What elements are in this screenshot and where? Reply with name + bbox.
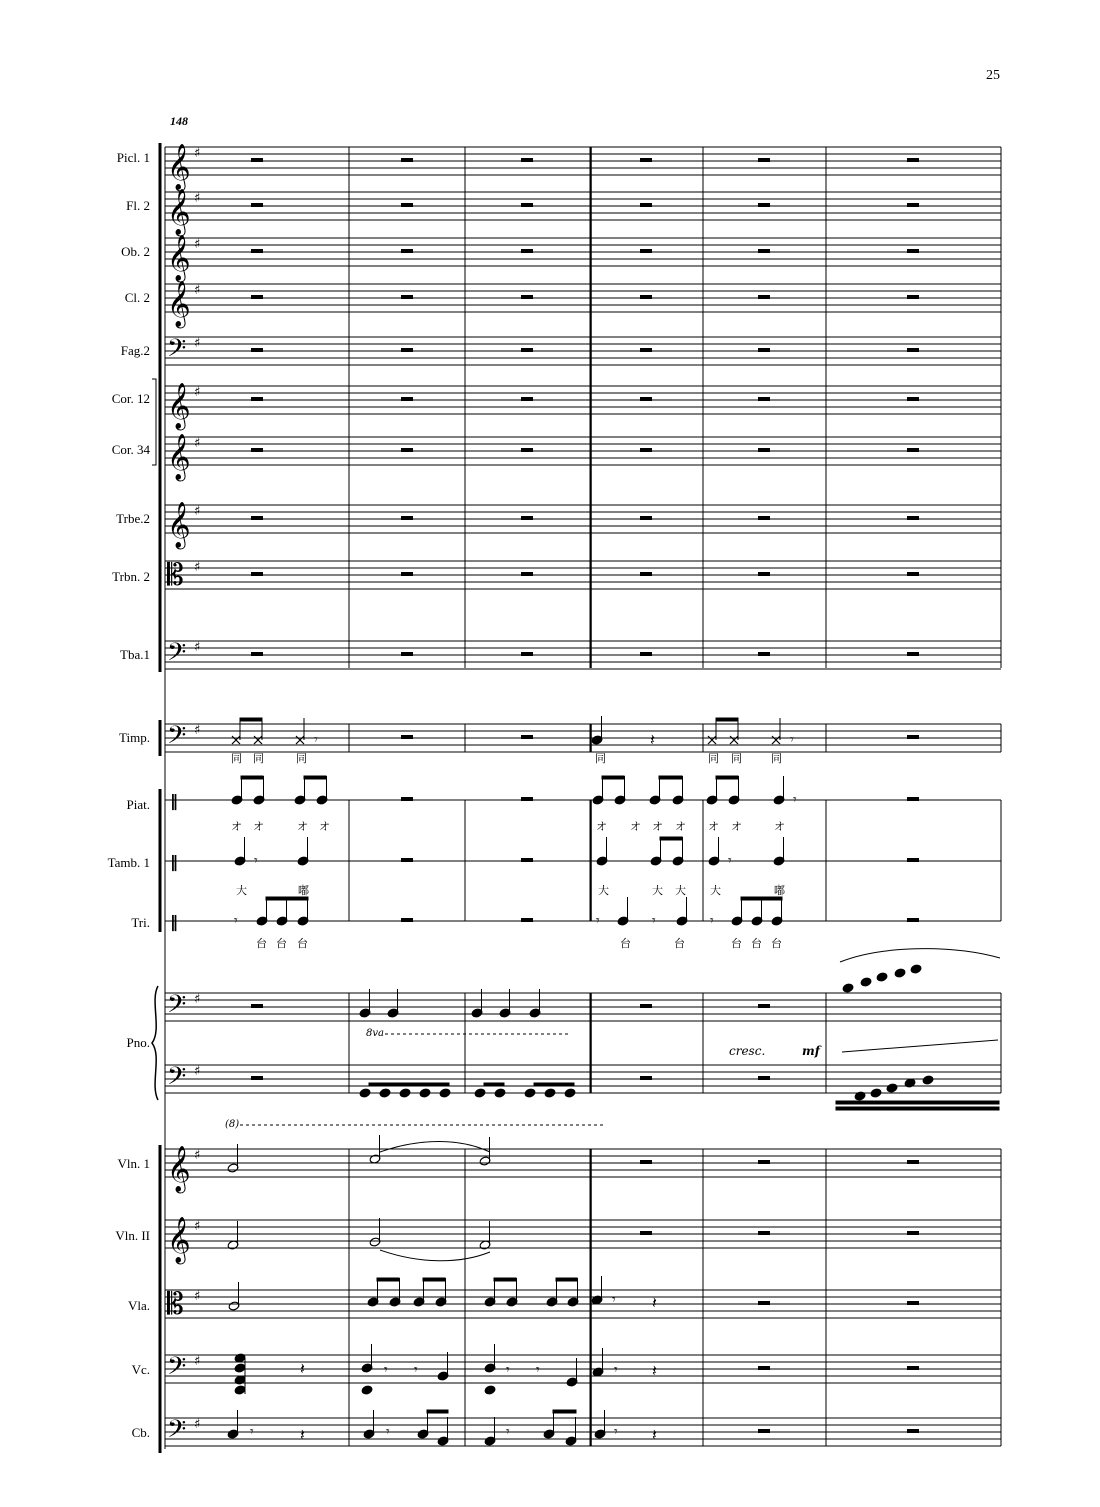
tie xyxy=(380,1250,490,1261)
label-clarinet: Cl. 2 xyxy=(124,290,150,305)
notehead xyxy=(842,983,854,993)
syllable: 台 xyxy=(751,937,762,950)
label-flute: Fl. 2 xyxy=(126,198,150,213)
clef-icon: 𝄞 xyxy=(167,1217,191,1263)
eighth-rest-icon: 𝄾 xyxy=(614,1362,618,1378)
syllable: 同 xyxy=(296,752,307,765)
key-signature-icon: ♯ xyxy=(194,283,201,298)
whole-rest xyxy=(401,348,413,352)
beam xyxy=(427,1410,448,1413)
clef-icon: 𝄢 xyxy=(167,1415,187,1450)
syllable: 大 xyxy=(598,884,609,897)
syllable: オ xyxy=(708,820,719,833)
whole-rest xyxy=(251,572,263,576)
whole-rest xyxy=(907,735,919,739)
quarter-rest-icon: 𝄽 xyxy=(652,1293,657,1312)
clef-icon: 𝄢 xyxy=(167,1352,187,1387)
quarter-rest-icon: 𝄽 xyxy=(650,730,655,749)
eighth-rest-icon: 𝄾 xyxy=(384,1362,388,1378)
label-trumpet: Trbe.2 xyxy=(116,511,150,526)
notehead xyxy=(922,1075,934,1085)
whole-rest xyxy=(758,1076,770,1080)
whole-rest xyxy=(758,1366,770,1370)
ottava-upper: 8va xyxy=(366,1028,384,1039)
eighth-rest-icon: 𝄾 xyxy=(612,1292,616,1308)
whole-rest xyxy=(521,203,533,207)
whole-rest xyxy=(907,1429,919,1433)
notehead xyxy=(870,1088,882,1098)
syllable: 同 xyxy=(731,752,742,765)
whole-rest xyxy=(401,572,413,576)
horn-bracket xyxy=(152,379,156,465)
syllable: 大 xyxy=(710,884,721,897)
clef-icon: 𝄞 xyxy=(167,383,191,429)
eighth-rest-icon: 𝄾 xyxy=(250,1424,254,1440)
beam xyxy=(659,776,682,779)
eighth-rest-icon: 𝄾 xyxy=(234,913,238,929)
eighth-rest-icon: 𝄾 xyxy=(793,792,797,808)
whole-rest xyxy=(521,158,533,162)
quarter-rest-icon: 𝄽 xyxy=(652,1361,657,1380)
whole-rest xyxy=(758,1160,770,1164)
clef-icon: 𝄞 xyxy=(167,1146,191,1192)
key-signature-icon: ♯ xyxy=(194,1417,201,1432)
label-tambourine: Tamb. 1 xyxy=(107,855,150,870)
notehead xyxy=(379,1088,391,1098)
clef-icon: 𝄢 xyxy=(167,721,187,756)
syllable: 同 xyxy=(595,752,606,765)
quarter-rest-icon: 𝄽 xyxy=(300,1425,305,1444)
key-signature-icon: ♯ xyxy=(194,1148,201,1163)
whole-rest xyxy=(640,158,652,162)
whole-rest xyxy=(907,348,919,352)
whole-rest xyxy=(907,158,919,162)
label-oboe: Ob. 2 xyxy=(121,244,150,259)
label-violin-1: Vln. 1 xyxy=(117,1156,150,1171)
notehead xyxy=(234,1363,246,1373)
slur xyxy=(840,949,1000,962)
syllable: 台 xyxy=(731,937,742,950)
whole-rest xyxy=(758,397,770,401)
key-signature-icon: ♯ xyxy=(194,504,201,519)
syllable: オ xyxy=(630,820,641,833)
label-horn-12: Cor. 12 xyxy=(111,391,150,406)
whole-rest xyxy=(907,203,919,207)
staff-lines xyxy=(165,147,1001,1446)
x-notehead xyxy=(254,736,262,744)
clef-icon: 𝄢 xyxy=(167,638,187,673)
notehead xyxy=(910,964,922,974)
key-signature-icon: ♯ xyxy=(194,640,201,655)
syllable: 同 xyxy=(253,752,264,765)
measure-number: 148 xyxy=(170,114,188,128)
whole-rest xyxy=(401,158,413,162)
whole-rest xyxy=(907,652,919,656)
syllable: 大 xyxy=(652,884,663,897)
eighth-rest-icon: 𝄾 xyxy=(414,1362,418,1378)
notehead xyxy=(524,1088,536,1098)
eighth-rest-icon: 𝄾 xyxy=(506,1424,510,1440)
syllable: オ xyxy=(652,820,663,833)
syllable: 嘟 xyxy=(774,884,785,897)
label-piano: Pno. xyxy=(126,1035,150,1050)
clef-icon: 𝄡 xyxy=(167,1287,184,1322)
label-piccolo: Picl. 1 xyxy=(116,150,150,165)
whole-rest xyxy=(401,203,413,207)
label-tuba: Tba.1 xyxy=(120,647,150,662)
whole-rest xyxy=(401,397,413,401)
crescendo-hairpin xyxy=(842,1040,998,1052)
key-signature-icon: ♯ xyxy=(194,723,201,738)
clef-icon: 𝄞 xyxy=(167,144,191,190)
key-signature-icon: ♯ xyxy=(194,146,201,161)
key-signature-icon: ♯ xyxy=(194,237,201,252)
whole-rest xyxy=(401,249,413,253)
notes xyxy=(227,716,1000,1446)
whole-rest xyxy=(251,516,263,520)
whole-rest xyxy=(401,652,413,656)
label-triangle: Tri. xyxy=(131,915,150,930)
syllable: 台 xyxy=(297,937,308,950)
page-number: 25 xyxy=(986,68,1000,83)
whole-rest xyxy=(251,397,263,401)
whole-rest xyxy=(401,918,413,922)
notehead xyxy=(876,972,888,982)
key-signature-icon: ♯ xyxy=(194,436,201,451)
beam xyxy=(836,1101,999,1104)
whole-rest xyxy=(907,1160,919,1164)
whole-rest xyxy=(907,918,919,922)
clef-icon: 𝄢 xyxy=(167,334,187,369)
whole-rest xyxy=(521,295,533,299)
beam xyxy=(377,1278,399,1281)
syllable: 台 xyxy=(771,937,782,950)
label-bassoon: Fag.2 xyxy=(120,343,150,358)
key-signature-icon: ♯ xyxy=(194,560,201,575)
notehead xyxy=(484,1385,496,1395)
quarter-rest-icon: 𝄽 xyxy=(652,1425,657,1444)
syllable: 嘟 xyxy=(298,884,309,897)
crescendo-marking: cresc. xyxy=(729,1044,766,1058)
syllable: オ xyxy=(731,820,742,833)
beam xyxy=(553,1410,576,1413)
eighth-rest-icon: 𝄾 xyxy=(652,913,656,929)
whole-rest xyxy=(640,1160,652,1164)
x-notehead xyxy=(772,736,780,744)
whole-rest xyxy=(758,1429,770,1433)
syllable: 同 xyxy=(771,752,782,765)
eighth-rest-icon: 𝄾 xyxy=(254,853,258,869)
whole-rest xyxy=(758,516,770,520)
syllable: 大 xyxy=(675,884,686,897)
clef-icon: 𝄢 xyxy=(167,1062,187,1097)
beam xyxy=(304,776,326,779)
beam xyxy=(240,718,262,721)
clef-icon: 𝄞 xyxy=(167,281,191,327)
whole-rest xyxy=(521,858,533,862)
syllable: オ xyxy=(319,820,330,833)
eighth-rest-icon: 𝄾 xyxy=(386,1424,390,1440)
whole-rest xyxy=(640,203,652,207)
notehead xyxy=(439,1088,451,1098)
notehead xyxy=(234,1385,246,1395)
eighth-rest-icon: 𝄾 xyxy=(728,853,732,869)
whole-rest xyxy=(640,1076,652,1080)
whole-rest xyxy=(640,249,652,253)
syllable: 台 xyxy=(620,937,631,950)
whole-rest xyxy=(640,448,652,452)
x-notehead xyxy=(708,736,716,744)
whole-rest xyxy=(907,448,919,452)
whole-rest xyxy=(640,516,652,520)
whole-rest xyxy=(758,1301,770,1305)
beam xyxy=(484,1083,504,1086)
key-signature-icon: ♯ xyxy=(194,992,201,1007)
quarter-rest-icon: 𝄽 xyxy=(300,1359,305,1378)
clef-icon: 𝄡 xyxy=(167,558,184,593)
x-notehead xyxy=(232,736,240,744)
whole-rest xyxy=(758,348,770,352)
x-notehead xyxy=(730,736,738,744)
clefs xyxy=(167,144,200,1450)
whole-rest xyxy=(640,1231,652,1235)
label-timpani: Timp. xyxy=(119,730,150,745)
whole-rest xyxy=(907,1231,919,1235)
label-trombone: Trbn. 2 xyxy=(112,569,150,584)
notehead xyxy=(361,1385,373,1395)
beam xyxy=(660,837,682,840)
whole-rest xyxy=(640,348,652,352)
measure-rests xyxy=(251,158,919,1433)
label-violin-2: Vln. II xyxy=(115,1228,150,1243)
whole-rest xyxy=(758,249,770,253)
beam xyxy=(369,1083,449,1086)
key-signature-icon: ♯ xyxy=(194,1289,201,1304)
notehead xyxy=(854,1091,866,1101)
whole-rest xyxy=(521,735,533,739)
whole-rest xyxy=(401,797,413,801)
clef-icon: 𝄞 xyxy=(167,235,191,281)
syllable: オ xyxy=(675,820,686,833)
whole-rest xyxy=(401,735,413,739)
whole-rest xyxy=(251,652,263,656)
whole-rest xyxy=(251,249,263,253)
syllable: オ xyxy=(596,820,607,833)
beam xyxy=(716,776,738,779)
whole-rest xyxy=(907,858,919,862)
whole-rest xyxy=(401,516,413,520)
x-notehead xyxy=(296,736,304,744)
eighth-rest-icon: 𝄾 xyxy=(506,1362,510,1378)
beam xyxy=(241,776,263,779)
notehead xyxy=(564,1088,576,1098)
clef-icon: 𝄞 xyxy=(167,502,191,548)
whole-rest xyxy=(521,348,533,352)
whole-rest xyxy=(907,797,919,801)
whole-rest xyxy=(758,1004,770,1008)
beam xyxy=(716,718,738,721)
whole-rest xyxy=(521,918,533,922)
notehead xyxy=(494,1088,506,1098)
beam xyxy=(602,776,624,779)
percussion-clef-icon: ‖ xyxy=(170,791,178,810)
whole-rest xyxy=(640,295,652,299)
whole-rest xyxy=(401,295,413,299)
whole-rest xyxy=(907,572,919,576)
clef-icon: 𝄞 xyxy=(167,189,191,235)
notehead xyxy=(359,1088,371,1098)
whole-rest xyxy=(907,516,919,520)
whole-rest xyxy=(640,652,652,656)
eighth-rest-icon: 𝄾 xyxy=(536,1362,540,1378)
whole-rest xyxy=(521,572,533,576)
whole-rest xyxy=(251,203,263,207)
whole-rest xyxy=(758,448,770,452)
label-viola: Vla. xyxy=(127,1298,150,1313)
whole-rest xyxy=(758,652,770,656)
whole-rest xyxy=(640,397,652,401)
percussion-clef-icon: ‖ xyxy=(170,852,178,871)
dynamic-mf: mf xyxy=(802,1044,820,1058)
beam xyxy=(494,1278,516,1281)
ottava-lower: (8) xyxy=(225,1119,240,1130)
whole-rest xyxy=(251,1004,263,1008)
syllable: オ xyxy=(253,820,264,833)
whole-rest xyxy=(907,249,919,253)
syllable: 大 xyxy=(236,884,247,897)
whole-rest xyxy=(401,448,413,452)
whole-rest xyxy=(521,249,533,253)
label-cello: Vc. xyxy=(131,1362,150,1377)
whole-rest xyxy=(640,1004,652,1008)
whole-rest xyxy=(521,797,533,801)
whole-rest xyxy=(251,348,263,352)
notehead xyxy=(419,1088,431,1098)
whole-rest xyxy=(521,652,533,656)
eighth-rest-icon: 𝄾 xyxy=(314,732,318,748)
notehead xyxy=(474,1088,486,1098)
whole-rest xyxy=(758,158,770,162)
whole-rest xyxy=(521,516,533,520)
syllable: 台 xyxy=(276,937,287,950)
syllable: 同 xyxy=(708,752,719,765)
beam xyxy=(556,1278,577,1281)
eighth-rest-icon: 𝄾 xyxy=(596,913,600,929)
whole-rest xyxy=(907,397,919,401)
notehead xyxy=(886,1083,898,1093)
notehead xyxy=(860,977,872,987)
whole-rest xyxy=(251,448,263,452)
whole-rest xyxy=(907,295,919,299)
whole-rest xyxy=(758,203,770,207)
label-horn-34: Cor. 34 xyxy=(111,442,150,457)
label-cymbals: Piat. xyxy=(126,797,150,812)
label-contrabass: Cb. xyxy=(131,1425,150,1440)
eighth-rest-icon: 𝄾 xyxy=(614,1424,618,1440)
whole-rest xyxy=(758,572,770,576)
key-signature-icon: ♯ xyxy=(194,1064,201,1079)
whole-rest xyxy=(640,572,652,576)
beam xyxy=(836,1107,999,1110)
whole-rest xyxy=(401,858,413,862)
barlines xyxy=(152,143,1001,1453)
eighth-rest-icon: 𝄾 xyxy=(790,732,794,748)
eighth-rest-icon: 𝄾 xyxy=(710,913,714,929)
key-signature-icon: ♯ xyxy=(194,385,201,400)
key-signature-icon: ♯ xyxy=(194,1219,201,1234)
beam xyxy=(266,897,308,900)
syllable: 同 xyxy=(231,752,242,765)
tie xyxy=(380,1142,490,1153)
whole-rest xyxy=(251,158,263,162)
whole-rest xyxy=(907,1366,919,1370)
piano-brace xyxy=(152,986,158,1100)
notehead xyxy=(544,1088,556,1098)
whole-rest xyxy=(758,1231,770,1235)
clef-icon: 𝄞 xyxy=(167,434,191,480)
beam xyxy=(741,897,782,900)
key-signature-icon: ♯ xyxy=(194,1354,201,1369)
percussion-clef-icon: ‖ xyxy=(170,912,178,931)
syllable: 台 xyxy=(256,937,267,950)
syllable: オ xyxy=(297,820,308,833)
whole-rest xyxy=(521,448,533,452)
key-signature-icon: ♯ xyxy=(194,191,201,206)
clef-icon: 𝄢 xyxy=(167,990,187,1025)
syllable: 台 xyxy=(674,937,685,950)
notehead xyxy=(399,1088,411,1098)
beam xyxy=(423,1278,445,1281)
whole-rest xyxy=(907,1301,919,1305)
whole-rest xyxy=(758,295,770,299)
whole-rest xyxy=(251,1076,263,1080)
beam xyxy=(534,1083,574,1086)
syllable: オ xyxy=(231,820,242,833)
key-signature-icon: ♯ xyxy=(194,336,201,351)
notehead xyxy=(894,968,906,978)
whole-rest xyxy=(521,397,533,401)
whole-rest xyxy=(251,295,263,299)
syllable: オ xyxy=(774,820,785,833)
